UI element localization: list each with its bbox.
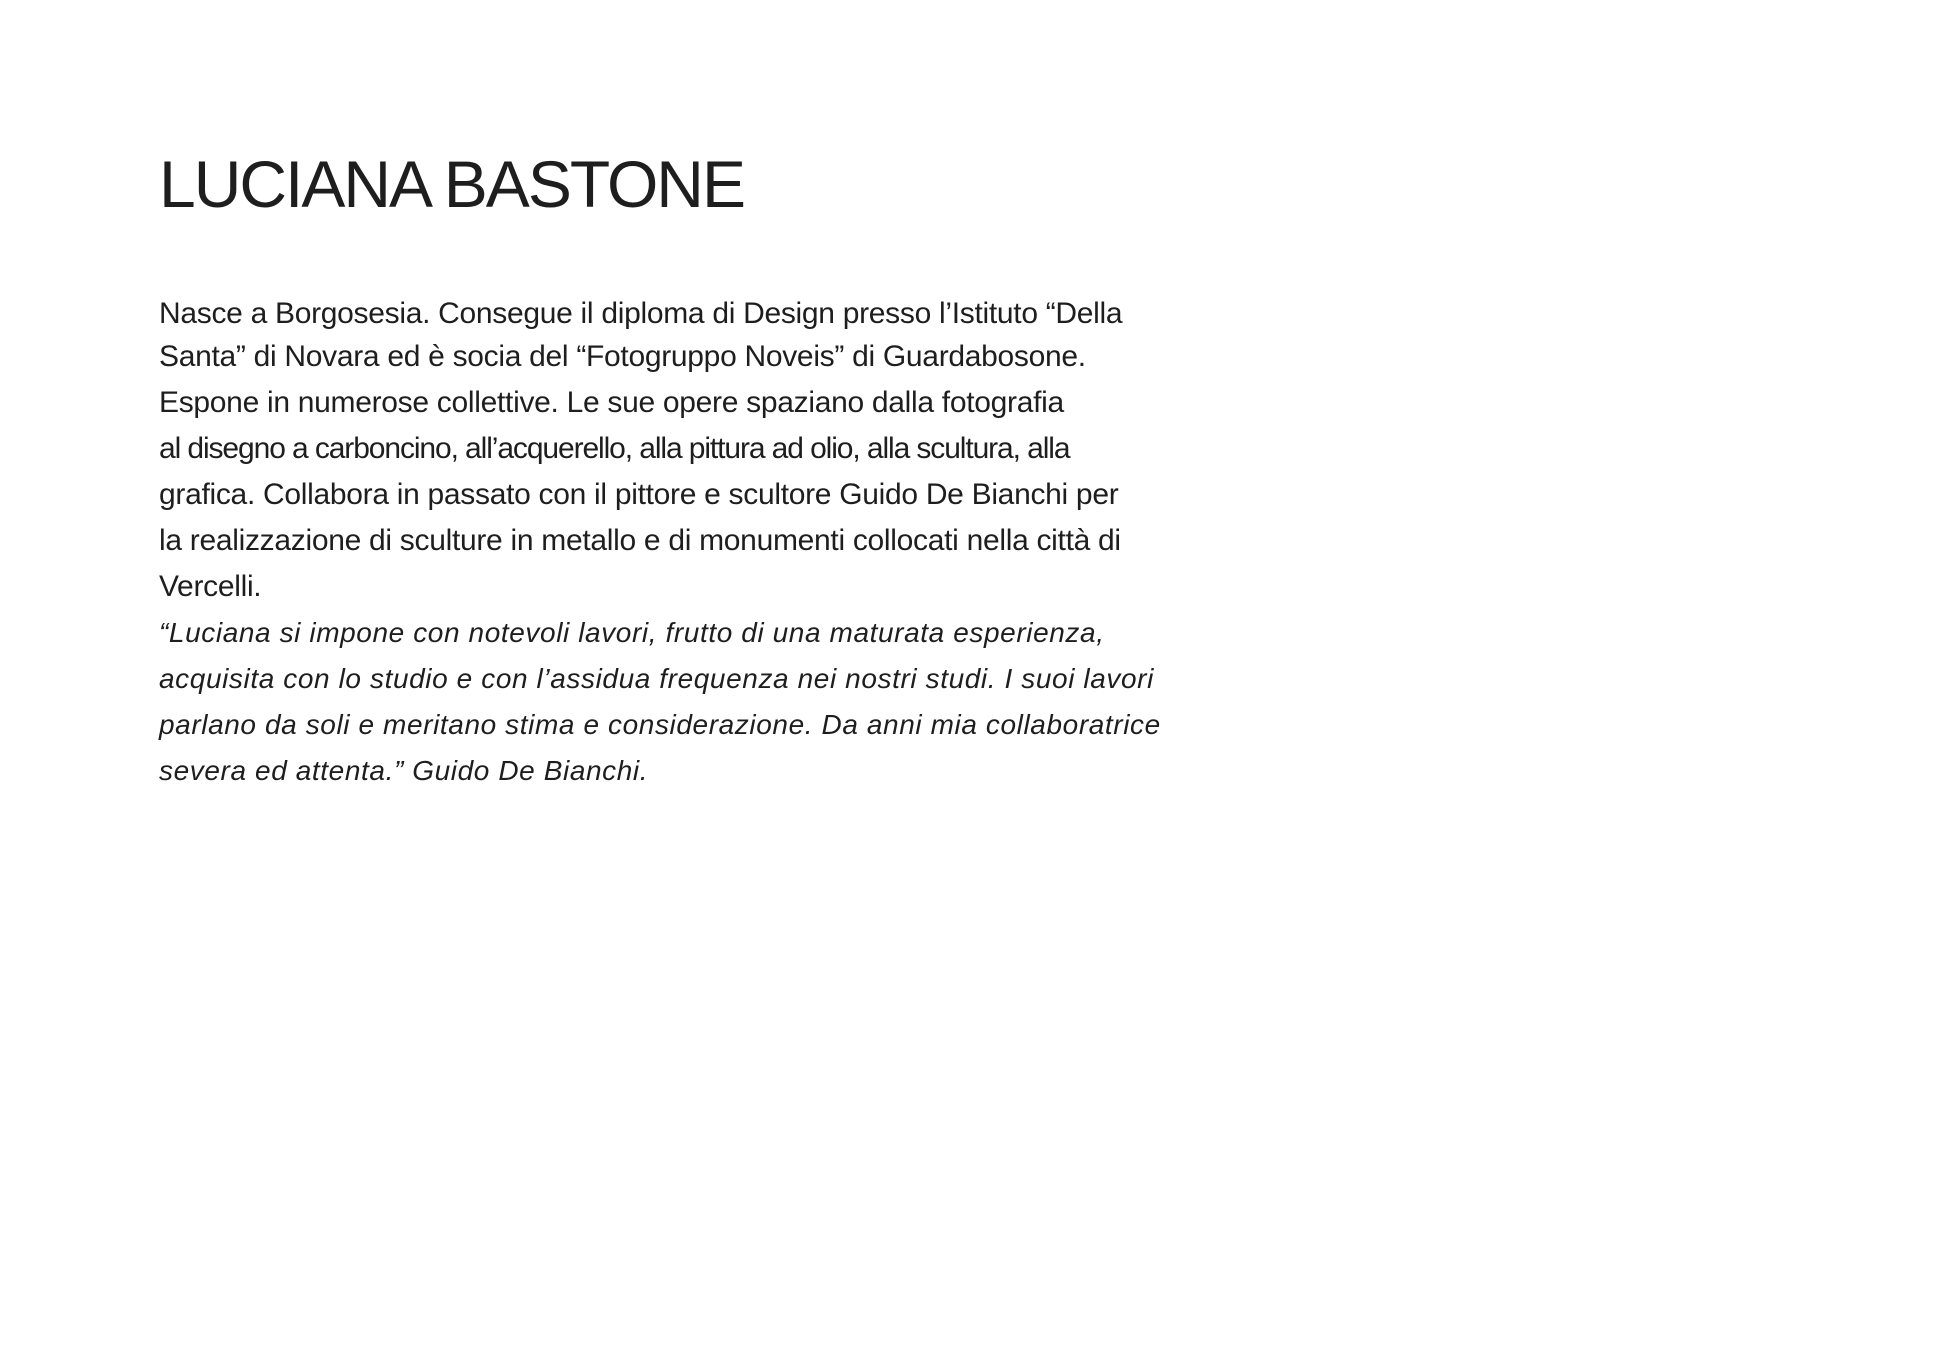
quote-line: parlano da soli e meritano stima e considerazione. Da anni mia collaboratrice bbox=[159, 709, 1161, 740]
quote-line: acquisita con lo studio e con l’assidua frequenza nei nostri studi. I suoi lavori bbox=[159, 663, 1154, 694]
bio-line: la realizzazione di sculture in metallo e di monumenti collocati nella città di bbox=[159, 524, 1121, 557]
quote-line: severa ed attenta.” Guido De Bianchi. bbox=[159, 755, 649, 786]
testimonial-quote bbox=[159, 610, 1161, 794]
biography-paragraph bbox=[159, 293, 1122, 610]
bio-line: Vercelli. bbox=[159, 570, 262, 603]
bio-line: Santa” di Novara ed è socia del “Fotogruppo Noveis” di Guardabosone. bbox=[159, 340, 1086, 373]
bio-line: Nasce a Borgosesia. Consegue il diploma di Design presso l’Istituto “Della bbox=[159, 297, 1123, 330]
bio-line: Espone in numerose collettive. Le sue opere spaziano dalla fotografia bbox=[159, 386, 1064, 419]
bio-line: al disegno a carboncino, all’acquerello, alla pittura ad olio, alla scultura, alla bbox=[159, 432, 1070, 465]
page-title: LUCIANA BASTONE bbox=[159, 147, 744, 221]
bio-line: grafica. Collabora in passato con il pittore e scultore Guido De Bianchi per bbox=[159, 478, 1119, 511]
quote-line: “Luciana si impone con notevoli lavori, frutto di una maturata esperienza, bbox=[159, 617, 1105, 648]
